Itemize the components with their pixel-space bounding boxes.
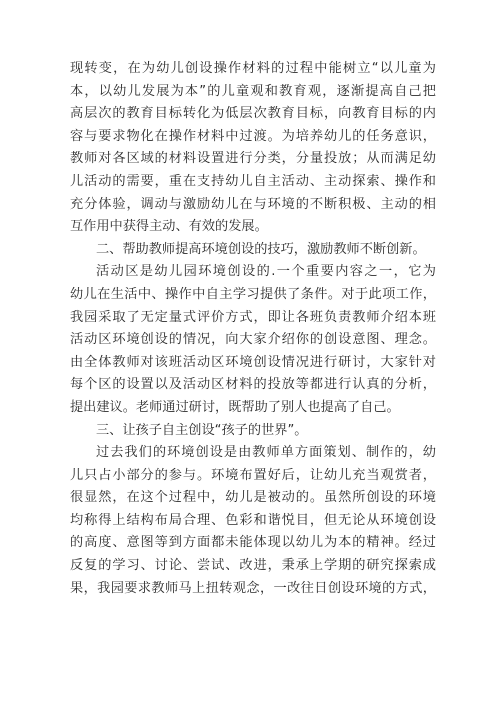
text-line: 均称得上结构布局合理、色彩和谐悦目，但无论从环境创设 [70, 512, 436, 528]
text-line: 果，我园要求教师马上扭转观念，一改往日创设环境的方式， [70, 580, 436, 596]
text-line: 由全体教师对该班活动区环境创设情况进行研讨，大家针对 [70, 354, 436, 370]
text-line: 我园采取了无定量式评价方式，即让各班负责教师介绍本班 [70, 309, 436, 325]
text-line: 活动区环境创设的情况，向大家介绍你的创设意图、理念。 [70, 332, 436, 348]
text-line: 现转变，在为幼儿创设操作材料的过程中能树立“以儿童为 [70, 61, 436, 76]
text-line: 幼儿在生活中、操作中自主学习提供了条件。对于此项工作， [70, 286, 436, 302]
text-line: 过去我们的环境创设是由教师单方面策划、制作的，幼 [96, 445, 436, 461]
text-line: 容与要求物化在操作材料中过渡。为培养幼儿的任务意识， [70, 128, 436, 144]
text-line: 很显然，在这个过程中，幼儿是被动的。虽然所创设的环境 [70, 490, 436, 506]
text-line: 的高度、意图等到方面都未能体现以幼儿为本的精神。经过 [70, 535, 436, 551]
text-line: 高层次的教育目标转化为低层次教育目标，向教育目标的内 [70, 106, 436, 122]
text-line: 互作用中获得主动、有效的发展。 [70, 219, 268, 235]
section-heading: 二、帮助教师提高环境创设的技巧，激励教师不断创新。 [96, 241, 426, 257]
text-line: 每个区的设置以及活动区材料的投放等都进行认真的分析， [70, 377, 436, 393]
text-line: 教师对各区域的材料设置进行分类，分量投放；从而满足幼 [70, 151, 436, 167]
text-line: 儿只占小部分的参与。环境布置好后，让幼儿充当观赏者， [70, 467, 436, 483]
text-line: 活动区是幼儿园环境创设的.一个重要内容之一，它为 [96, 264, 436, 280]
text-line: 反复的学习、讨论、尝试、改进，秉承上学期的研究探索成 [70, 558, 436, 574]
text-line: 充分体验，调动与激励幼儿在与环境的不断积极、主动的相 [70, 196, 436, 212]
text-line: 儿活动的需要，重在支持幼儿自主活动、主动探索、操作和 [70, 173, 436, 189]
document-body [70, 58, 436, 600]
text-line: 提出建议。老师通过研讨，既帮助了别人也提高了自己。 [70, 399, 400, 415]
section-heading: 三、让孩子自主创设“孩子的世界”。 [96, 422, 308, 438]
text-line: 本，以幼儿发展为本”的儿童观和教育观，逐渐提高自己把 [70, 83, 436, 99]
